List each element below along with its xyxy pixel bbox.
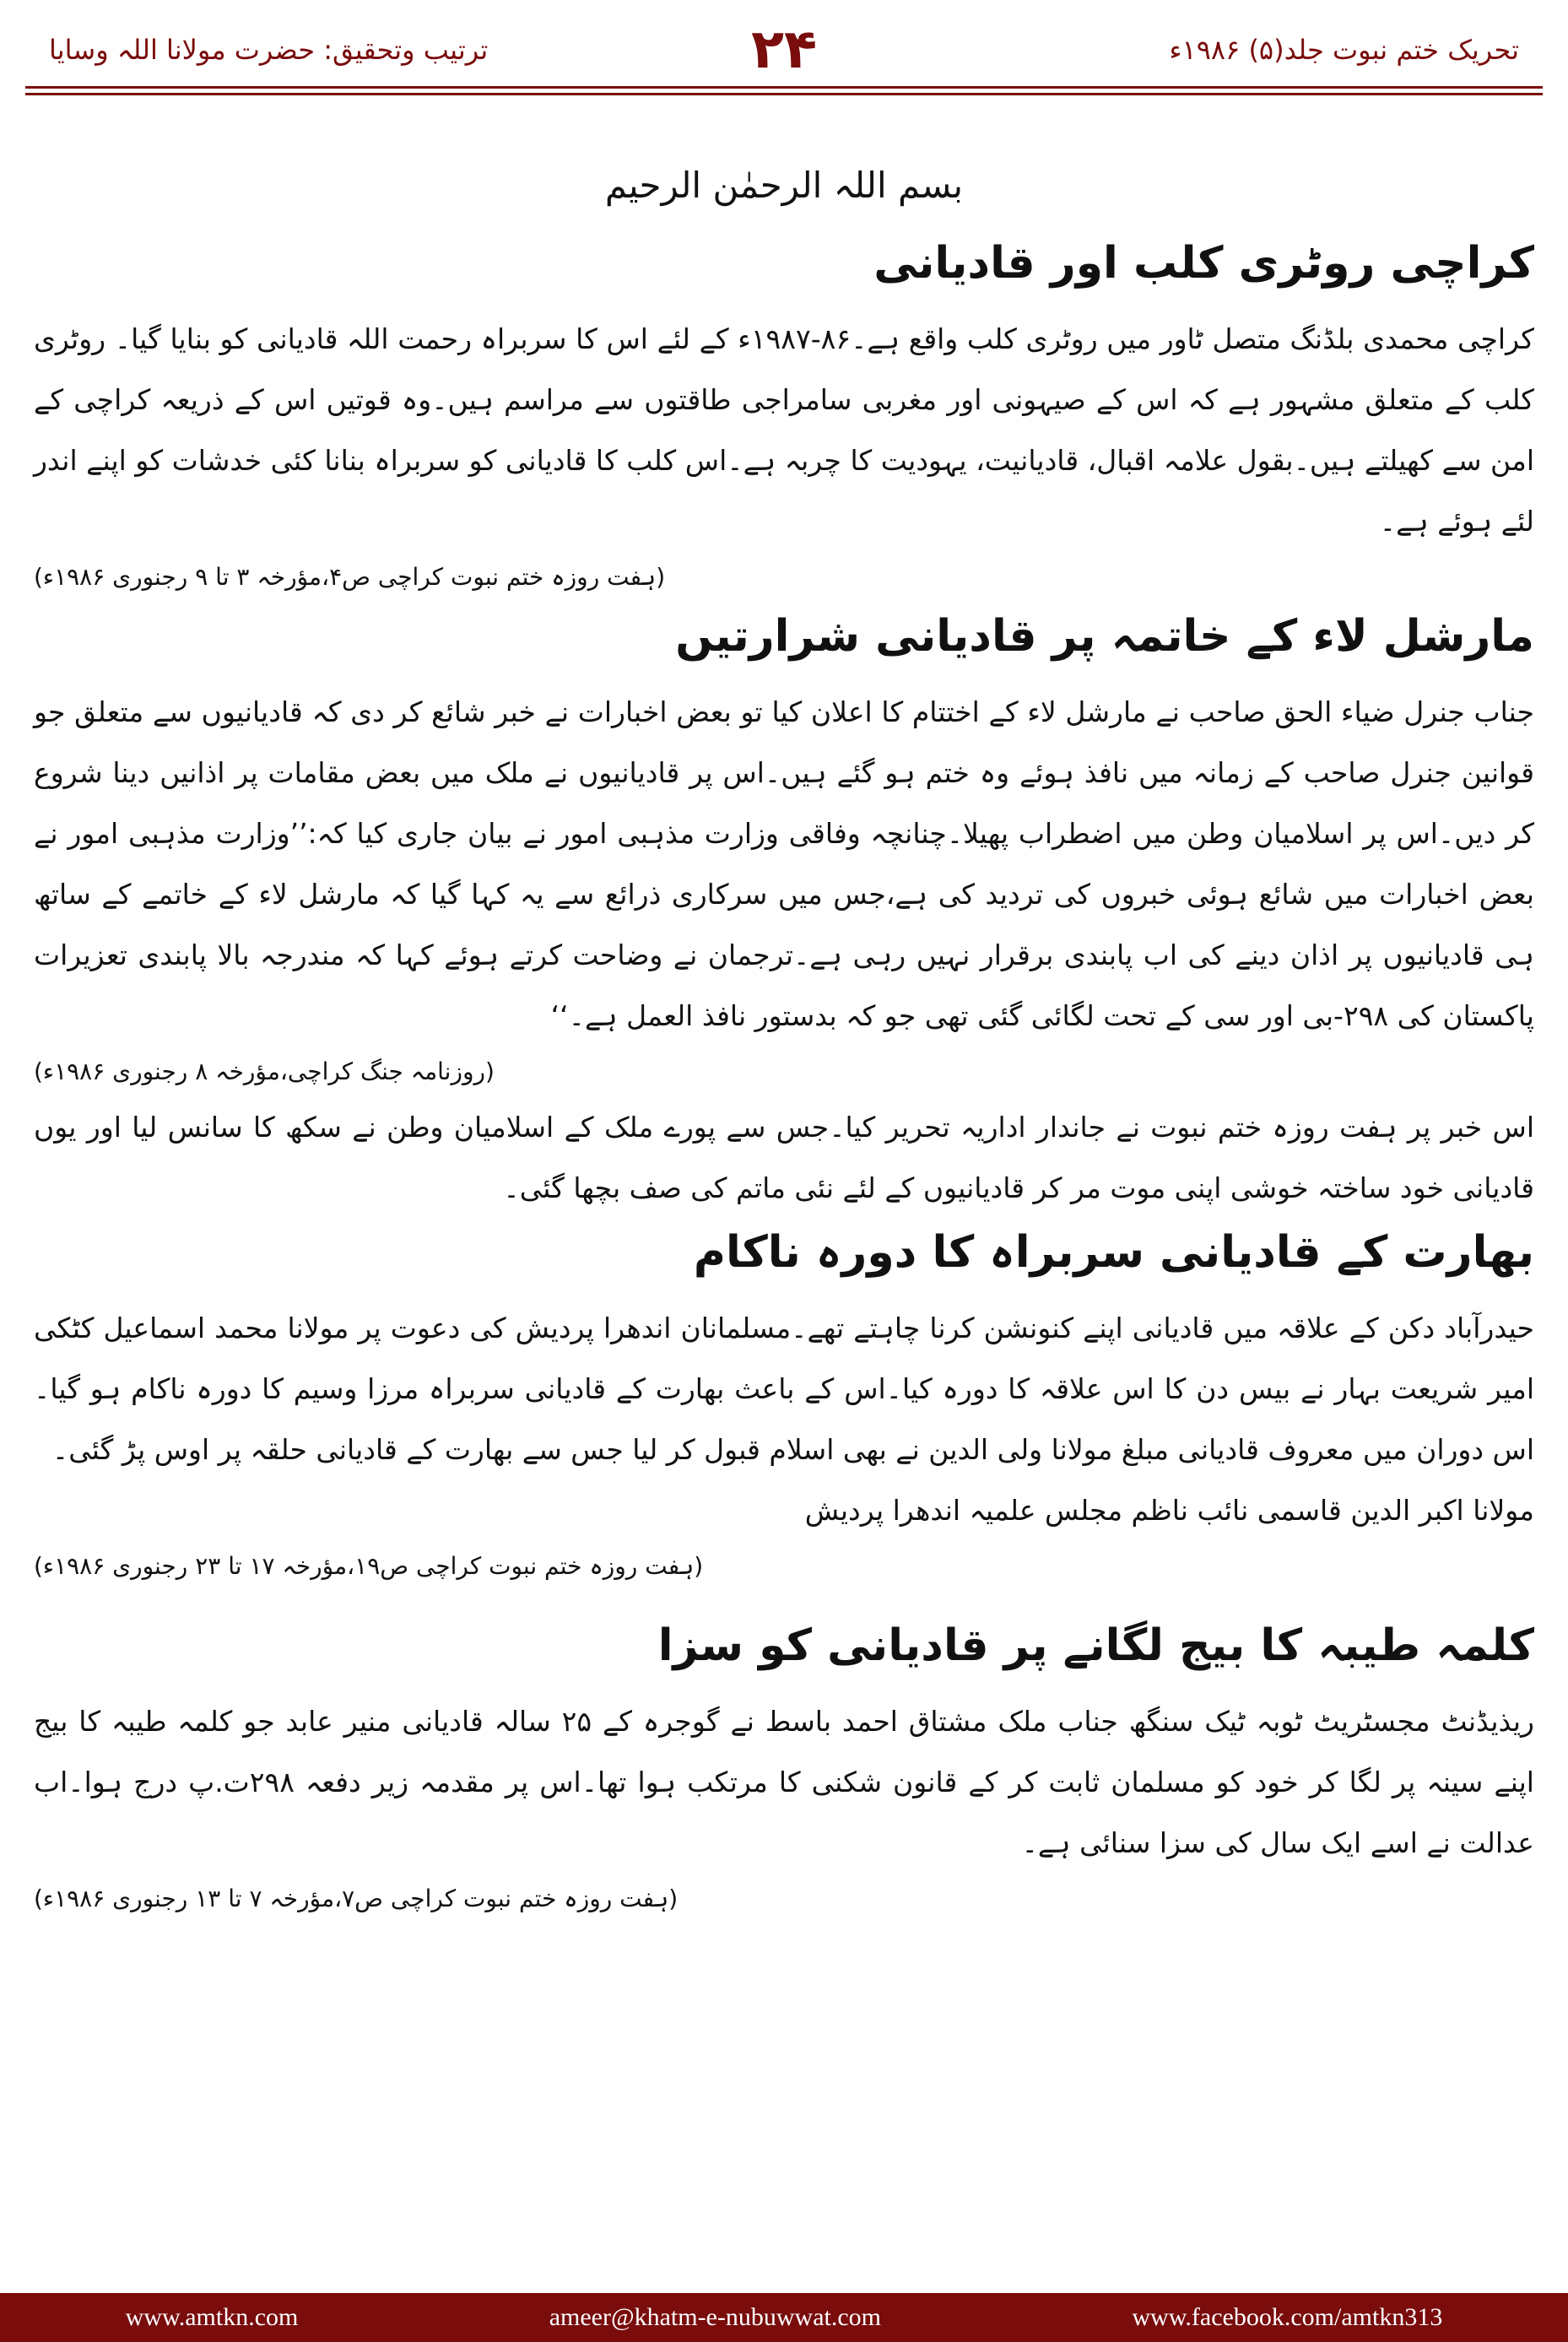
header-book-title: تحریک ختم نبوت جلد(۵) ۱۹۸۶ء [1169, 34, 1519, 66]
section-martial-law [34, 603, 1534, 1219]
section-paragraph: جناب جنرل ضیاء الحق صاحب نے مارشل لاء کے اختتام کا اعلان کیا تو بعض اخبارات نے خبر شائع کر دی کہ قادیانیوں سے متعلق جو قوانین جنرل صاحب کے زمانہ میں نافذ ہوئے وہ ختم ہو گئے ہیں۔اس پر قادیانیوں نے ملک میں بعض مقامات پر اذانیں دینا شروع کر دیں۔اس پر اسلامیان وطن میں اضطراب پھیلا۔چنانچہ وفاقی وزارت مذہبی امور نے بیان جاری کیا کہ:’’وزارت مذہبی امور نے بعض اخبارات میں شائع ہوئی خبروں کی تردید کی ہے،جس میں سرکاری ذرائع سے یہ کہا گیا کہ مارشل لاء کے خاتمے کے ساتھ ہی قادیانیوں پر اذان دینے کی اب پابندی برقرار نہیں رہی ہے۔ترجمان نے وضاحت کرتے ہوئے کہا کہ مندرجہ بالا پابندی تعزیرات پاکستان کی ۲۹۸-بی اور سی کے تحت لگائی گئی تھی جو کہ بدستور نافذ العمل ہے۔‘‘ [34, 695, 1534, 1032]
signature: مولانا اکبر الدین قاسمی نائب ناظم مجلس علمیہ اندھرا پردیش [804, 1494, 1534, 1527]
section-rotary-club [34, 230, 1534, 603]
section-heading: بھارت کے قادیانی سربراہ کا دورہ ناکام [693, 1227, 1534, 1278]
bismillah: بسم اللہ الرحمٰن الرحیم [604, 165, 964, 206]
section-paragraph: ریذیڈنٹ مجسٹریٹ ٹوبہ ٹیک سنگھ جناب ملک مشتاق احمد باسط نے گوجرہ کے ۲۵ سالہ قادیانی منیر عابد جو کلمہ طیبہ کا بیج اپنے سینہ پر لگا کر خود کو مسلمان ثابت کر کے قانون شکنی کا مرتکب ہوا تھا۔اس پر مقدمہ زیر دفعہ ۲۹۸ت.پ درج ہوا۔اب عدالت نے اسے ایک سال کی سزا سنائی ہے۔ [34, 1705, 1534, 1859]
citation: (روزنامہ جنگ کراچی،مؤرخہ ۸ رجنوری ۱۹۸۶ء) [34, 1057, 495, 1085]
page-number: ۲۴ [750, 19, 818, 81]
header-rule-top [25, 86, 1543, 89]
footer-facebook-link[interactable]: www.facebook.com/amtkn313 [1132, 2303, 1443, 2331]
section-heading: مارشل لاء کے خاتمہ پر قادیانی شرارتیں [675, 611, 1534, 662]
section-heading: کراچی روٹری کلب اور قادیانی [873, 238, 1534, 289]
header-compiler: ترتیب وتحقیق: حضرت مولانا اللہ وسایا [49, 34, 489, 66]
header-rule-bottom [25, 93, 1543, 95]
section-paragraph: کراچی محمدی بلڈنگ متصل ٹاور میں روٹری کلب واقع ہے۔۸۶-۱۹۸۷ء کے لئے اس کا سربراہ رحمت اللہ قادیانی کو بنایا گیا۔ روٹری کلب کے متعلق مشہور ہے کہ اس کے صیہونی اور مغربی سامراجی طاقتوں سے مراسم ہیں۔وہ قوتیں اس کے ذریعہ کراچی کے امن سے کھیلتے ہیں۔بقول علامہ اقبال، قادیانیت، یہودیت کا چربہ ہے۔اس کلب کا قادیانی کو سربراہ بنانا کئی خدشات کو اپنے اندر لئے ہوئے ہے۔ [34, 322, 1534, 538]
section-paragraph-followup: اس خبر پر ہفت روزہ ختم نبوت نے جاندار اداریہ تحریر کیا۔جس سے پورے ملک کے اسلامیان وطن نے سکھ کا سانس لیا اور یوں قادیانی خود ساختہ خوشی اپنی موت مر کر قادیانیوں کے لئے نئی ماتم کی صف بچھا گئی۔ [34, 1111, 1534, 1204]
page-content [34, 165, 1534, 1924]
section-kalima-badge [34, 1612, 1534, 1924]
footer-bar [0, 2293, 1568, 2342]
section-india-visit [34, 1219, 1534, 1592]
footer-email-link[interactable]: ameer@khatm-e-nubuwwat.com [549, 2303, 882, 2331]
section-heading: کلمہ طیبہ کا بیج لگانے پر قادیانی کو سزا [657, 1620, 1534, 1671]
section-paragraph: حیدرآباد دکن کے علاقہ میں قادیانی اپنے کنونشن کرنا چاہتے تھے۔مسلمانان اندھرا پردیش کی دعوت پر مولانا محمد اسماعیل کٹکی امیر شریعت بہار نے بیس دن کا اس علاقہ کا دورہ کیا۔اس کے باعث بھارت کے قادیانی سربراہ مرزا وسیم کا دورہ ناکام ہو گیا۔اس دوران میں معروف قادیانی مبلغ مولانا ولی الدین نے بھی اسلام قبول کر لیا جس سے بھارت کے قادیانی حلقہ پر اوس پڑ گئی۔ [34, 1312, 1534, 1466]
citation: (ہفت روزہ ختم نبوت کراچی ص۱۹،مؤرخہ ۱۷ تا ۲۳ رجنوری ۱۹۸۶ء) [34, 1552, 704, 1580]
spacer [34, 1592, 1534, 1612]
footer-website-link[interactable]: www.amtkn.com [125, 2303, 299, 2331]
citation: (ہفت روزہ ختم نبوت کراچی ص۷،مؤرخہ ۷ تا ۱۳ رجنوری ۱۹۸۶ء) [34, 1885, 679, 1912]
citation: (ہفت روزہ ختم نبوت کراچی ص۴،مؤرخہ ۳ تا ۹ رجنوری ۱۹۸۶ء) [34, 563, 666, 591]
